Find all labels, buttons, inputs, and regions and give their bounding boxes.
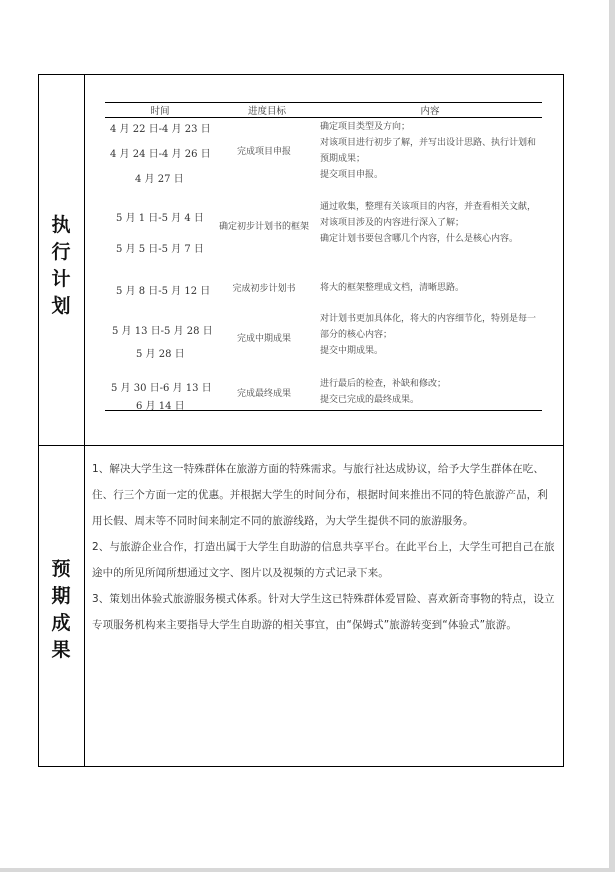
- schedule-time: 4 月 24 日-4 月 26 日: [110, 149, 211, 160]
- schedule-header-goal: 进度目标: [247, 106, 286, 117]
- schedule-time: 4 月 22 日-4 月 23 日: [110, 124, 211, 135]
- schedule-content: [320, 199, 542, 247]
- schedule-goal: 确定初步计划书的框架: [219, 222, 310, 232]
- table-row-divider: [38, 445, 564, 446]
- content-line: 将大的框架整理成文档，清晰思路。: [320, 283, 465, 293]
- schedule-content: [320, 119, 542, 183]
- schedule-content: [320, 311, 542, 359]
- table-column-divider: [84, 74, 85, 767]
- content-line: 通过收集，整理有关该项目的内容，并查看相关文献，对该项目涉及的内容进行深入了解；: [320, 202, 537, 228]
- plan-section-label: [38, 212, 84, 320]
- schedule-time: 5 月 5 日-5 月 7 日: [116, 244, 204, 255]
- content-line: 提交已完成的最终成果。: [320, 395, 420, 405]
- schedule-time: 4 月 27 日: [135, 174, 184, 185]
- schedule-time: 5 月 13 日-5 月 28 日: [112, 326, 213, 337]
- schedule-header-rule: [105, 117, 542, 118]
- content-line: 提交中期成果。: [320, 346, 384, 356]
- outcome-label-char: 预: [51, 558, 71, 580]
- page-edge-right: [609, 0, 615, 872]
- content-line: 对计划书更加具体化，将大的内容细节化，特别是每一部分的核心内容；: [320, 314, 537, 340]
- content-line: 确定计划书要包含哪几个内容，什么是核心内容。: [320, 234, 519, 244]
- content-line: 对该项目进行初步了解，并写出设计思路、执行计划和预期成果；: [320, 138, 537, 164]
- schedule-goal: 完成项目申报: [236, 147, 291, 157]
- content-line: 提交项目申报。: [320, 170, 384, 180]
- outcome-label-char: 期: [51, 585, 71, 607]
- outcome-label-char: 成: [51, 612, 71, 634]
- content-line: 进行最后的检查，补缺和修改；: [320, 379, 447, 389]
- schedule-time: 5 月 1 日-5 月 4 日: [116, 213, 204, 224]
- schedule-header-content: 内容: [420, 106, 440, 117]
- outcome-section-label: [38, 556, 84, 664]
- schedule-content: [320, 376, 542, 408]
- schedule-time: 5 月 8 日-5 月 12 日: [116, 286, 211, 297]
- plan-label-char: 划: [51, 295, 71, 317]
- schedule-time: 5 月 28 日: [136, 349, 185, 360]
- schedule-goal: 完成中期成果: [236, 334, 291, 344]
- outcome-paragraph: 3、策划出体验式旅游服务模式体系。针对大学生这已特殊群体爱冒险、喜欢新奇事物的特点，设立专项服务机构来主要指导大学生自助游的相关事宜，由“保姆式”旅游转变到“体验式”旅游。: [92, 593, 555, 631]
- schedule-goal: 完成最终成果: [236, 389, 291, 399]
- expected-outcomes: [92, 456, 556, 638]
- plan-label-char: 计: [51, 268, 71, 290]
- schedule-content: [320, 280, 542, 296]
- outcome-label-char: 果: [51, 639, 71, 661]
- schedule-header-time: 时间: [150, 106, 170, 117]
- plan-label-char: 行: [51, 241, 71, 263]
- page-edge-bottom: [0, 868, 615, 872]
- schedule-time: 6 月 14 日: [136, 401, 185, 412]
- outcome-paragraph: 1、解决大学生这一特殊群体在旅游方面的特殊需求。与旅行社达成协议，给予大学生群体在吃、住、行三个方面一定的优惠。并根据大学生的时间分布，根据时间来推出不同的特色旅游产品，利用长假、周末等不同时间来制定不同的旅游线路，为大学生提供不同的旅游服务。: [92, 463, 548, 527]
- outcome-paragraph: 2、与旅游企业合作，打造出属于大学生自助游的信息共享平台。在此平台上，大学生可把自己在旅途中的所见所闻所想通过文字、图片以及视频的方式记录下来。: [92, 541, 555, 579]
- content-line: 确定项目类型及方向；: [320, 122, 411, 132]
- schedule-time: 5 月 30 日-6 月 13 日: [111, 383, 212, 394]
- plan-label-char: 执: [51, 214, 71, 236]
- schedule-goal: 完成初步计划书: [232, 284, 296, 294]
